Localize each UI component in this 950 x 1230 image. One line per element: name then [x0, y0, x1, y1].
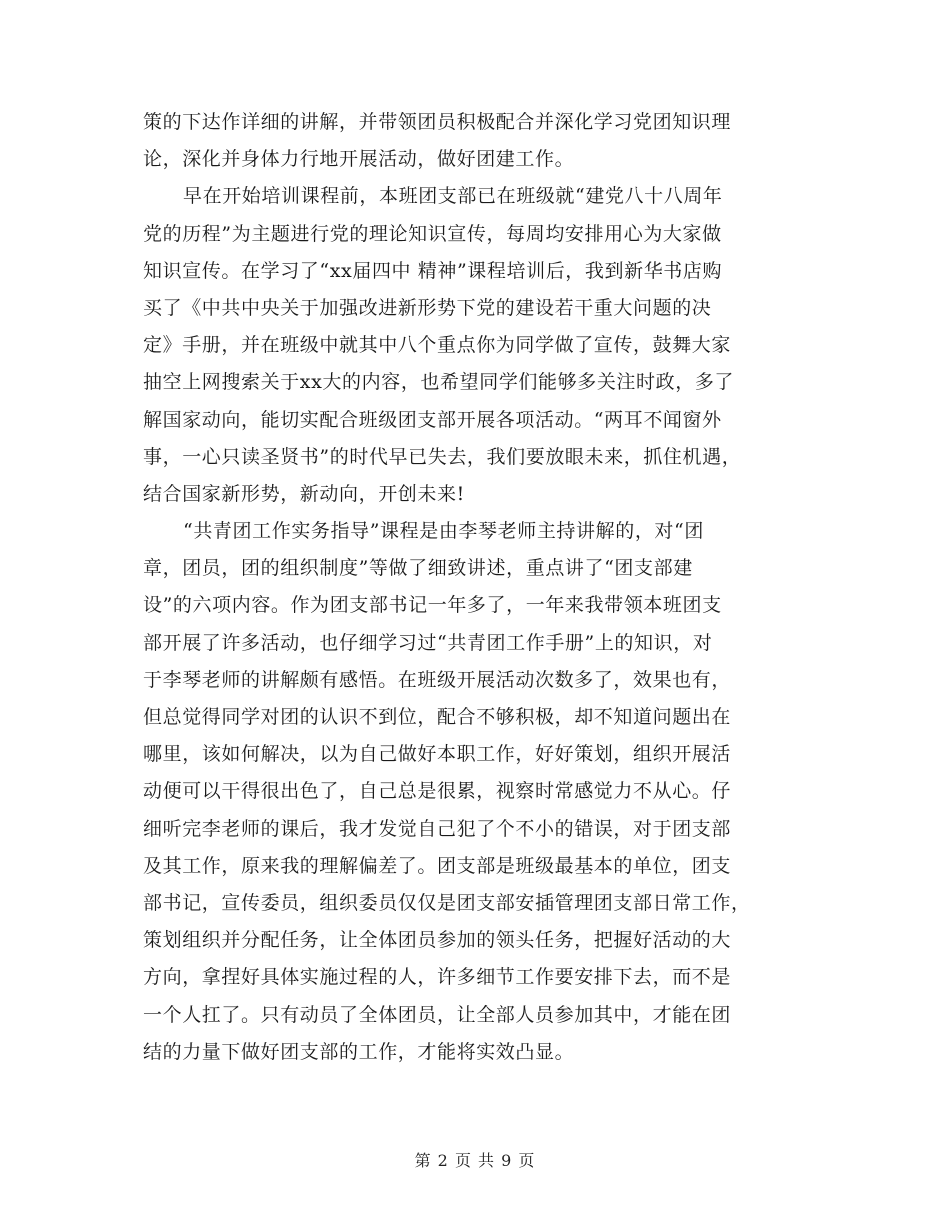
text-line: 论，深化并身体力行地开展活动，做好团建工作。	[143, 148, 575, 171]
text-line: 抽空上网搜索关于xx大的内容，也希望同学们能够多关注时政，多了	[143, 371, 735, 394]
text-line: 解国家动向，能切实配合班级团支部开展各项活动。“两耳不闻窗外	[143, 408, 722, 431]
text-line: 策的下达作详细的讲解，并带领团员积极配合并深化学习党团知识理	[143, 111, 732, 133]
text-line: 方向，拿捏好具体实施过程的人，许多细节工作要安排下去，而不是	[143, 966, 732, 989]
page-footer: 第 2 页 共 9 页	[414, 1151, 536, 1170]
text-line: “共青团工作实务指导”课程是由李琴老师主持讲解的，对“团	[183, 520, 704, 543]
text-line: 买了《中共中央关于加强改进新形势下党的建设若干重大问题的决	[143, 296, 712, 319]
text-line: 党的历程”为主题进行党的理论知识宣传，每周均安排用心为大家做	[143, 222, 722, 245]
text-line: 章，团员，团的组织制度”等做了细致讲述，重点讲了“团支部建	[143, 557, 693, 580]
text-line: 知识宣传。在学习了“xx届四中 精神”课程培训后，我到新华书店购	[143, 259, 723, 282]
text-line: 定》手册，并在班级中就其中八个重点你为同学做了宣传，鼓舞大家	[143, 334, 732, 357]
text-line: 部开展了许多活动，也仔细学习过“共青团工作手册”上的知识，对	[143, 631, 713, 654]
text-line: 早在开始培训课程前，本班团支部已在班级就“建党八十八周年	[183, 185, 723, 208]
text-line: 一个人扛了。只有动员了全体团员，让全部人员参加其中，才能在团	[143, 1003, 732, 1026]
text-line: 事，一心只读圣贤书”的时代早已失去，我们要放眼未来，抓住机遇，	[143, 445, 742, 468]
text-line: 部书记，宣传委员，组织委员仅仅是团支部安插管理团支部日常工作，	[143, 891, 751, 914]
text-line: 结合国家新形势，新动向，开创未来!	[143, 482, 465, 505]
text-line: 及其工作，原来我的理解偏差了。团支部是班级最基本的单位，团支	[143, 854, 732, 877]
text-line: 于李琴老师的讲解颇有感悟。在班级开展活动次数多了，效果也有，	[143, 668, 732, 691]
text-line: 结的力量下做好团支部的工作，才能将实效凸显。	[143, 1040, 575, 1063]
body-text	[143, 104, 813, 1071]
text-line: 细听完李老师的课后，我才发觉自己犯了个不小的错误，对于团支部	[143, 817, 732, 840]
text-line: 动便可以干得很出色了，自己总是很累，视察时常感觉力不从心。仔	[143, 780, 732, 803]
text-line: 哪里，该如何解决，以为自己做好本职工作，好好策划，组织开展活	[143, 743, 732, 766]
text-line: 设”的六项内容。作为团支部书记一年多了，一年来我带领本班团支	[143, 594, 722, 617]
text-line: 策划组织并分配任务，让全体团员参加的领头任务，把握好活动的大	[143, 929, 732, 952]
text-line: 但总觉得同学对团的认识不到位，配合不够积极，却不知道问题出在	[143, 706, 732, 728]
